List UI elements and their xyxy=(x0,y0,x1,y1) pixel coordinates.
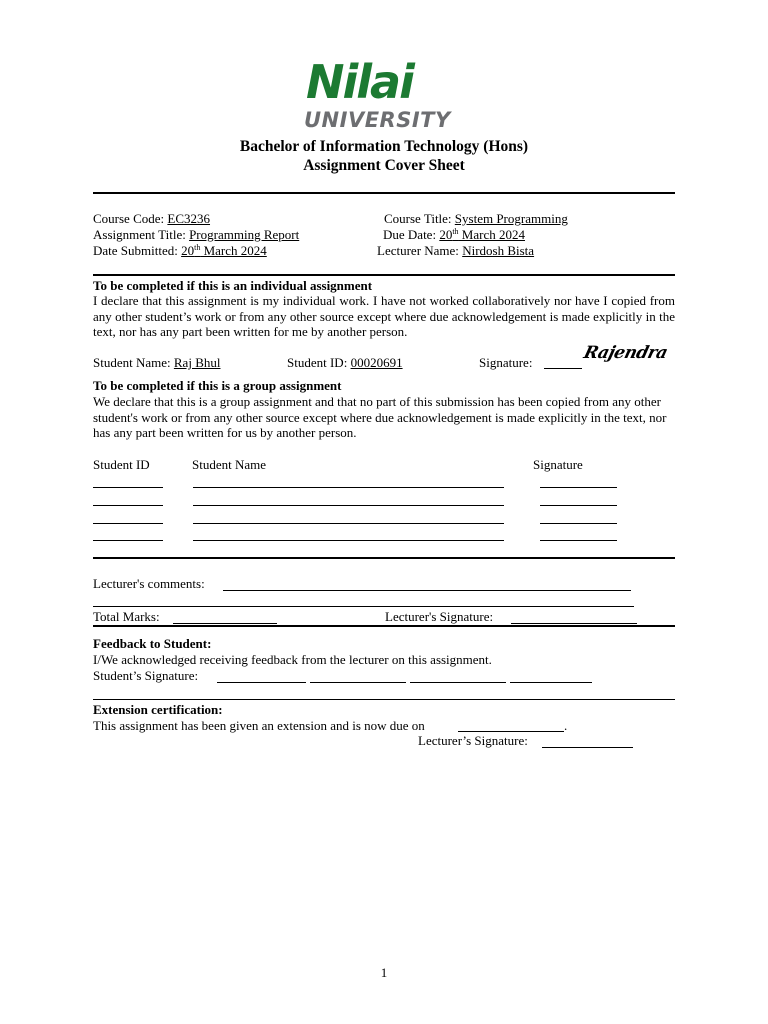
lecturer-name-row xyxy=(377,243,534,258)
date-submitted-row xyxy=(93,243,267,258)
extension-lecturer-signature-line xyxy=(542,747,633,748)
group-signature-line xyxy=(540,540,617,541)
student-signature-line xyxy=(510,682,592,683)
due-date-value: 20th March 2024 xyxy=(439,227,525,242)
lecturer-comments-line xyxy=(223,590,631,591)
date-submitted-value: 20th March 2024 xyxy=(181,243,267,258)
group-signature-line xyxy=(540,487,617,488)
handwritten-signature: Rajendra xyxy=(581,343,670,363)
student-id-value: 00020691 xyxy=(350,355,403,370)
lecturer-signature-line xyxy=(511,623,637,624)
course-code-label: Course Code: xyxy=(93,211,165,226)
group-name-line xyxy=(193,487,504,488)
group-name-line xyxy=(193,505,504,506)
student-name-row: Student Name: Raj Bhul xyxy=(93,355,221,370)
student-signature-line xyxy=(410,682,506,683)
group-signature-line xyxy=(540,523,617,524)
student-signature-line xyxy=(217,682,306,683)
group-declaration: We declare that this is a group assignment and that no part of this submission has been copied from any other student's work or from any other source except where due acknowledgement is made explicitly in the text, nor has any part been written for us by another person. xyxy=(93,394,667,440)
extension-lecturer-signature-label: Lecturer’s Signature: xyxy=(418,733,528,748)
divider xyxy=(93,192,675,194)
assignment-title-row xyxy=(93,227,299,242)
lecturer-signature-label: Lecturer's Signature: xyxy=(385,609,494,624)
student-name-value: Raj Bhul xyxy=(173,355,221,370)
university-logo xyxy=(300,55,465,134)
extension-text-row: This assignment has been given an extension and is now due on xyxy=(93,718,425,733)
course-title-value: System Programming xyxy=(454,211,568,226)
course-code-value: EC3236 xyxy=(167,211,211,226)
individual-heading: To be completed if this is an individual assignment xyxy=(93,278,373,293)
group-col-student-name: Student Name xyxy=(192,457,267,472)
student-signature-line xyxy=(310,682,406,683)
divider xyxy=(93,625,675,627)
date-submitted-label: Date Submitted: xyxy=(93,243,178,258)
divider xyxy=(93,699,675,700)
student-id-row: Student ID: 00020691 xyxy=(287,355,403,370)
extension-date-line xyxy=(458,731,564,732)
course-code-row xyxy=(93,211,210,226)
divider xyxy=(93,274,675,276)
group-col-student-id: Student ID xyxy=(93,457,150,472)
group-signature-line xyxy=(540,505,617,506)
due-date-label: Due Date: xyxy=(383,227,437,242)
lecturer-name-value: Nirdosh Bista xyxy=(462,243,535,258)
total-marks-line xyxy=(173,623,277,624)
lecturer-comments-line-2 xyxy=(93,606,634,607)
signature-row: Signature: xyxy=(479,355,533,370)
group-id-line xyxy=(93,540,163,541)
group-heading: To be completed if this is a group assignment xyxy=(93,378,342,393)
due-date-row xyxy=(383,227,525,242)
lecturer-comments-label: Lecturer's comments: xyxy=(93,576,205,591)
logo-wordmark: Nilai xyxy=(306,55,413,109)
feedback-text: I/We acknowledged receiving feedback from the lecturer on this assignment. xyxy=(93,652,492,667)
course-title-label: Course Title: xyxy=(384,211,452,226)
lecturer-name-label: Lecturer Name: xyxy=(377,243,459,258)
group-name-line xyxy=(193,523,504,524)
assignment-title-value: Programming Report xyxy=(189,227,300,242)
group-id-line xyxy=(93,487,163,488)
individual-declaration: I declare that this assignment is my individual work. I have not worked collaboratively nor have I copied from any other student’s work or from any other source except where due acknowledgement is made explicitly in the text, nor has any part been written for me by another person. xyxy=(93,293,675,339)
course-title-row xyxy=(384,211,568,226)
student-signature-label: Student’s Signature: xyxy=(93,668,199,683)
group-id-line xyxy=(93,505,163,506)
assignment-title-label: Assignment Title: xyxy=(93,227,186,242)
feedback-heading: Feedback to Student: xyxy=(93,636,212,651)
total-marks-label: Total Marks: xyxy=(93,609,160,624)
signature-line xyxy=(544,368,582,369)
page-number: 1 xyxy=(380,965,388,980)
degree-title: Bachelor of Information Technology (Hons) xyxy=(239,138,529,155)
logo-subtitle: UNIVERSITY xyxy=(304,108,451,132)
sheet-title: Assignment Cover Sheet xyxy=(303,157,465,174)
extension-period: . xyxy=(564,718,568,733)
group-name-line xyxy=(193,540,504,541)
group-id-line xyxy=(93,523,163,524)
group-col-signature: Signature xyxy=(533,457,583,472)
divider xyxy=(93,557,675,559)
extension-heading: Extension certification: xyxy=(93,702,223,717)
